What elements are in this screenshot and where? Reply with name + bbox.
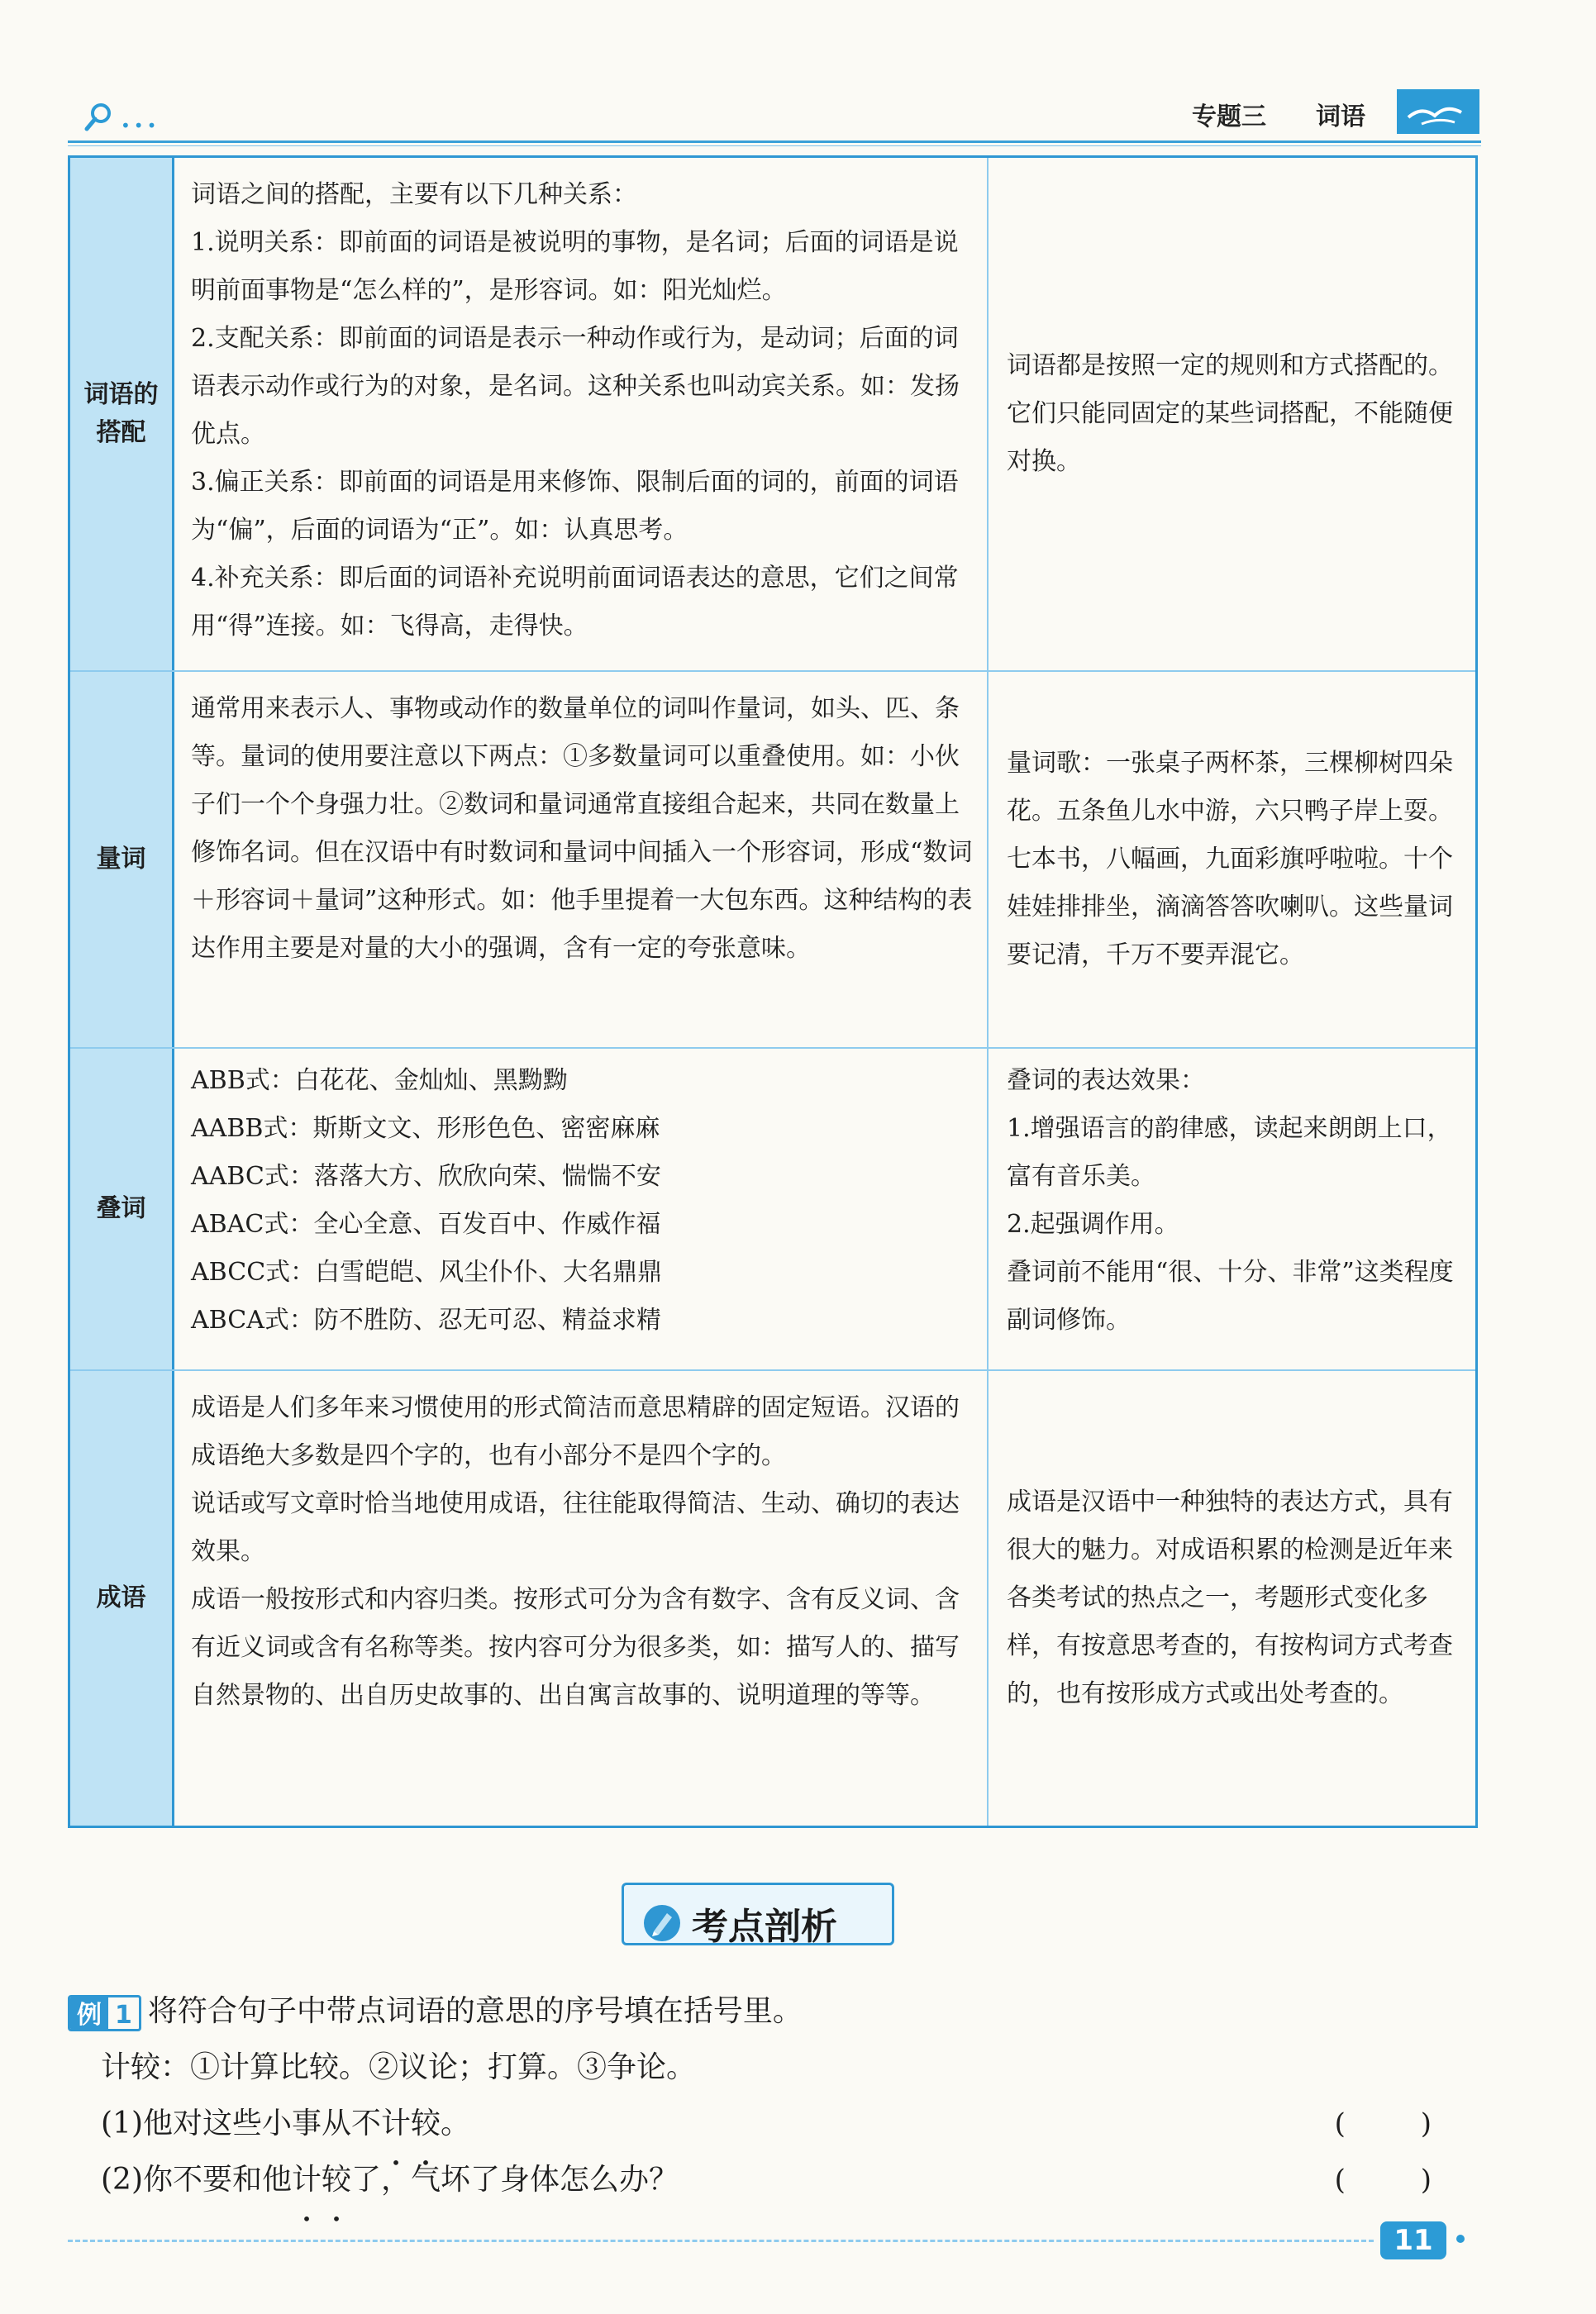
note-line: 成语是汉语中一种独特的表达方式，具有很大的魅力。对成语积累的检测是近年来各类考试的热点之一，考题形式变化多样，有按意思考查的，有按构词方式考查的，也有按形成方式或出处考查的。 <box>1007 1488 1453 1708</box>
row-content <box>174 1371 989 1826</box>
header-topic: 专题三 <box>1192 102 1266 131</box>
content-line: 成语一般按形式和内容归类。按形式可分为含有数字、含有反义词、含有近义词或含有名称等类。按内容可分为很多类，如：描写人的、描写自然景物的、出自历史故事的、出自寓言故事的、说明道理的等等。 <box>191 1585 960 1710</box>
bird-icon <box>1397 89 1479 134</box>
content-line: ABB式：白花花、金灿灿、黑黝黝 <box>191 1066 568 1095</box>
example-instruction: 将符合句子中带点词语的意思的序号填在括号里。 <box>147 1994 803 2028</box>
row-head-classifier: 量词 <box>70 672 174 1047</box>
content-line: 成语是人们多年来习惯使用的形式简洁而意思精辟的固定短语。汉语的成语绝大多数是四个字的，也有小部分不是四个字的。 <box>191 1393 960 1470</box>
pencil-icon <box>642 1903 682 1943</box>
answer-blank-2[interactable]: ( ) <box>1334 2164 1465 2197</box>
section-title-block <box>622 1878 899 1949</box>
dotted-char: 计 <box>292 2163 322 2197</box>
section-title-box <box>622 1883 894 1948</box>
content-line: 2.支配关系：即前面的词语是表示一种动作或行为，是动词；后面的词语表示动作或行为的对象，是名词。这种关系也叫动宾关系。如：发扬优点。 <box>191 324 960 449</box>
content-line: 词语之间的搭配，主要有以下几种关系： <box>191 180 637 209</box>
footer-divider <box>68 2240 1374 2242</box>
note-line: 叠词前不能用“很、十分、非常”这类程度副词修饰。 <box>1007 1258 1454 1335</box>
knowledge-table <box>68 155 1478 1828</box>
row-head-collocation: 词语的 搭配 <box>70 158 174 670</box>
dotted-char: 较 <box>411 2107 441 2140</box>
note-line: 1.增强语言的韵律感，读起来朗朗上口，富有音乐美。 <box>1007 1114 1452 1191</box>
row-head-reduplication: 叠词 <box>70 1049 174 1369</box>
row-note <box>989 158 1475 670</box>
search-icon <box>83 101 116 134</box>
table-row <box>70 1049 1475 1371</box>
table-row <box>70 672 1475 1049</box>
example-instruction-line <box>68 1983 1481 2040</box>
section-title: 考点剖析 <box>692 1906 837 1948</box>
example-question <box>68 1983 1481 2208</box>
question-1: (1)他对这些小事从不计较。 ( ) <box>68 2096 1481 2152</box>
content-line: AABC式：落落大方、欣欣向荣、惴惴不安 <box>191 1162 661 1191</box>
example-badge: 例 1 <box>68 1995 141 2031</box>
header-dots: ••• <box>121 116 160 136</box>
example-definition: 计较：①计算比较。②议论；打算。③争论。 <box>101 2050 697 2084</box>
question-2: (2)你不要和他计较了，气坏了身体怎么办？ ( ) <box>68 2152 1481 2208</box>
table-row <box>70 1371 1475 1826</box>
content-line: 4.补充关系：即后面的词语补充说明前面词语表达的意思，它们之间常用“得”连接。如：飞得高，走得快。 <box>191 564 959 640</box>
content-line: 通常用来表示人、事物或动作的数量单位的词叫作量词，如头、匹、条等。量词的使用要注意以下两点：①多数量词可以重叠使用。如：小伙子们一个个身强力壮。②数词和量词通常直接组合起来，共同在数量上修饰名词。但在汉语中有时数词和量词中间插入一个形容词，形成“数词＋形容词＋量词”这种形式。如：他手里提着一大包东西。这种结构的表达作用主要是对量的大小的强调，含有一定的夸张意味。 <box>191 694 973 963</box>
table-row <box>70 158 1475 672</box>
row-note <box>989 672 1475 1047</box>
header-chapter: 词语 <box>1316 102 1365 131</box>
row-note <box>989 1371 1475 1826</box>
note-line: 词语都是按照一定的规则和方式搭配的。它们只能同固定的某些词搭配，不能随便对换。 <box>1007 351 1453 476</box>
content-line: ABCC式：白雪皑皑、风尘仆仆、大名鼎鼎 <box>191 1258 663 1287</box>
header-divider <box>68 140 1481 143</box>
content-line: AABB式：斯斯文文、形形色色、密密麻麻 <box>191 1114 660 1143</box>
content-line: 说话或写文章时恰当地使用成语，往往能取得简洁、生动、确切的表达效果。 <box>191 1489 960 1566</box>
note-line: 2.起强调作用。 <box>1007 1210 1179 1239</box>
row-content <box>174 1049 989 1369</box>
content-line: 3.偏正关系：即前面的词语是用来修饰、限制后面的词的，前面的词语为“偏”，后面的词语为“正”。如：认真思考。 <box>191 468 959 545</box>
note-line: 量词歌：一张桌子两杯茶，三棵柳树四朵花。五条鱼儿水中游，六只鸭子岸上耍。七本书，八幅画，九面彩旗呼啦啦。十个娃娃排排坐，滴滴答答吹喇叭。这些量词要记清，千万不要弄混它。 <box>1007 749 1453 969</box>
row-content <box>174 672 989 1047</box>
note-line: 叠词的表达效果： <box>1007 1066 1205 1095</box>
content-line: 1.说明关系：即前面的词语是被说明的事物，是名词；后面的词语是说明前面事物是“怎么样的”，是形容词。如：阳光灿烂。 <box>191 228 959 305</box>
row-head-idiom: 成语 <box>70 1371 174 1826</box>
content-line: ABCA式：防不胜防、忍无可忍、精益求精 <box>191 1306 661 1335</box>
row-content <box>174 158 989 670</box>
dotted-char: 较 <box>322 2163 352 2197</box>
header-divider-thin <box>68 145 1481 146</box>
page-header <box>68 86 1481 144</box>
footer-dot <box>1456 2235 1465 2243</box>
page-number: 11 <box>1380 2221 1446 2259</box>
answer-blank-1[interactable]: ( ) <box>1334 2107 1465 2140</box>
row-note <box>989 1049 1475 1369</box>
dotted-char: 计 <box>381 2107 412 2140</box>
content-line: ABAC式：全心全意、百发百中、作威作福 <box>191 1210 661 1239</box>
